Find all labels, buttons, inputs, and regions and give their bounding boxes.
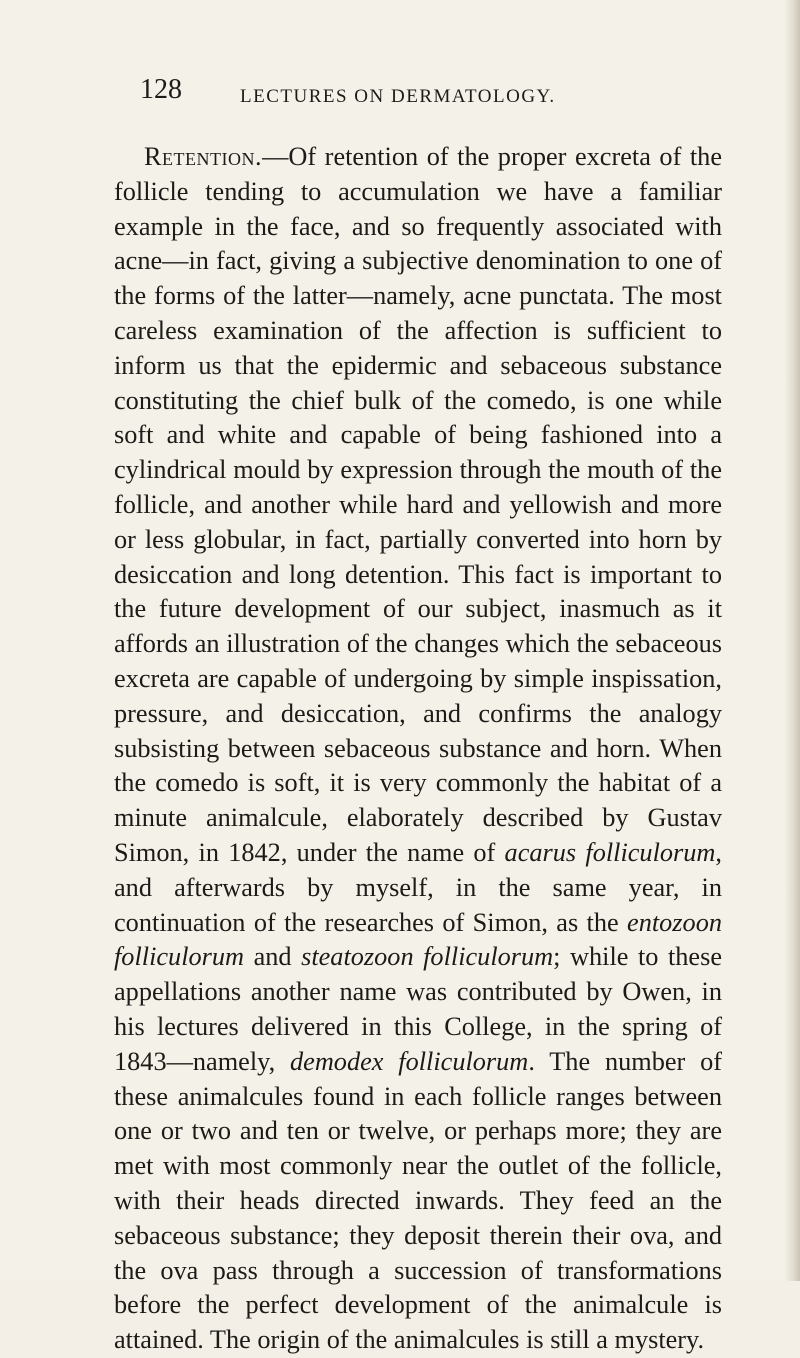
body-paragraph (114, 140, 722, 1358)
text-segment: —Of retention of the proper excreta of the follicle tending to accumulation we have a familiar example in the face, and so frequently associated with acne—in fact, giving a subjective denomination to one of the forms of the latter—namely, acne punctata. The most careless examination of the affection is sufficient to inform us that the epidermic and sebaceous substance constituting the chief bulk of the comedo, is one while soft and white and capable of being fashioned into a cylindrical mould by expression through the mouth of the follicle, and another while hard and yellowish and more or less globular, in fact, partially converted into horn by desiccation and long detention. This fact is important to the future development of our subject, inasmuch as it affords an illustration of the changes which the sebaceous excreta are capable of undergoing by simple inspissation, pressure, and desiccation, and confirms the analogy subsisting between sebaceous substance and horn. When the comedo is soft, it is very commonly the habitat of a minute animalcule, elaborately described by Gustav Simon, in 1842, under the name of (114, 142, 722, 867)
italic-term: entozoon folliculorum (114, 907, 722, 972)
italic-term: acarus folliculorum (504, 837, 716, 867)
italic-term: demodex folliculorum (290, 1046, 529, 1076)
italic-term: steatozoon folliculorum (301, 942, 554, 972)
text-segment: , and afterwards by myself, in the same year, in continuation of the researches of Simon, as the (114, 837, 722, 937)
page-edge-shadow (784, 0, 800, 1281)
page-number: 128 (140, 74, 182, 105)
text-segment: and (244, 942, 302, 972)
running-head: LECTURES ON DERMATOLOGY. (240, 86, 556, 107)
text-segment: . The number of these animalcules found in each follicle ranges between one or two and ten or twelve, or perhaps more; they are met with most commonly near the outlet of the follicle, with their heads directed inwards. They feed an the sebaceous substance; they deposit therein their ova, and the ova pass through a succession of transformations before the perfect development of the animalcule is attained. The origin of the animalcules is still a mystery. (114, 1046, 723, 1355)
section-lead: Retention. (144, 142, 263, 171)
text-segment: ; while to these appellations another name was contributed by Owen, in his lectures delivered in this College, in the spring of 1843—namely, (114, 942, 722, 1076)
